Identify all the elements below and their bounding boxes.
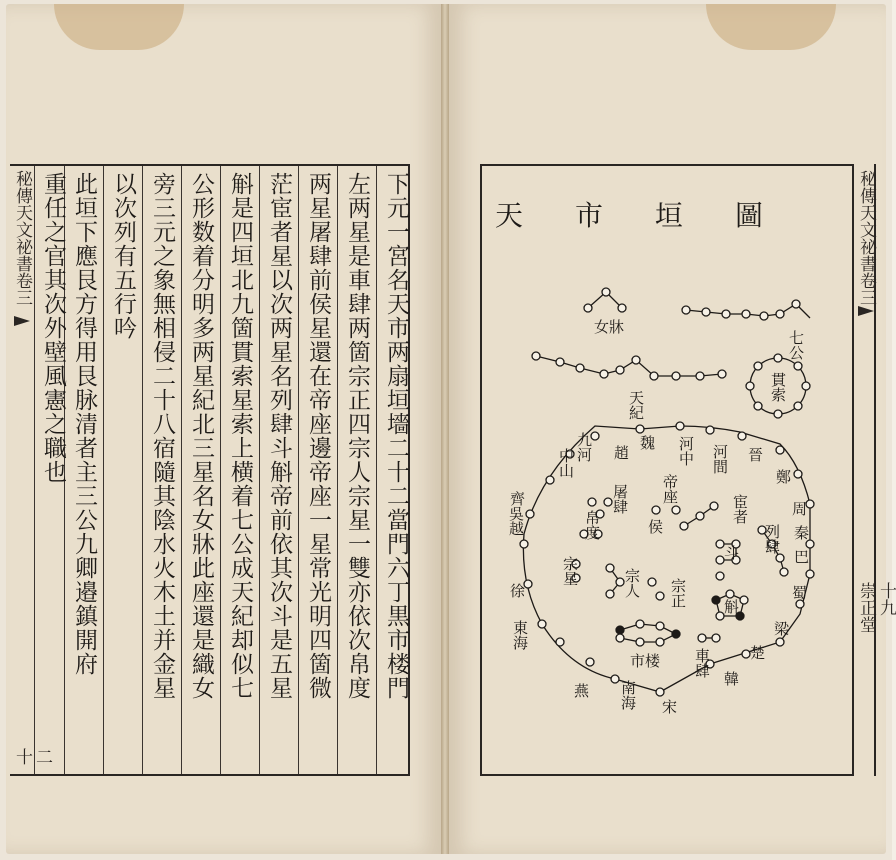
label-zhou: 周 — [792, 500, 808, 518]
text-column-4: 茫宦者星以次两星名列肆斗斛帝前依其次斗是五星 — [266, 172, 292, 700]
label-jiuhe: 九河 — [575, 432, 593, 462]
fish-tail-mark — [14, 316, 30, 326]
label-liesi: 列肆 — [763, 524, 781, 554]
text-column-2: 左两星是車肆两箇宗正四宗人宗星一雙亦依次帛度 — [344, 172, 370, 700]
label-zongxing: 宗星 — [561, 556, 579, 586]
label-jin: 晉 — [748, 446, 764, 464]
text-column-7: 旁三元之象無相侵二十八宿隨其陰水火木土并金星 — [149, 172, 175, 700]
margin-title: 秘傳天文祕書卷三 — [12, 170, 32, 306]
label-zongren: 宗人 — [623, 568, 641, 598]
label-dou: 斗 — [724, 544, 740, 562]
book-gutter — [441, 4, 449, 854]
label-yan: 燕 — [574, 682, 590, 700]
text-column-10: 重任之官其次外壁風憲之職也 — [40, 172, 66, 484]
label-hu: 斛 — [724, 598, 740, 616]
label-dizuo: 帝座 — [661, 474, 679, 504]
label-huanzhe: 宦者 — [731, 494, 749, 524]
star-map — [480, 164, 854, 776]
label-ba: 巴 — [794, 548, 810, 566]
label-zhao: 趙 — [614, 444, 630, 462]
label-bodu: 帛度 — [583, 510, 601, 540]
label-shu: 蜀 — [792, 584, 808, 602]
text-column-5: 斛是四垣北九箇貫索星索上横着七公成天紀却似七 — [227, 172, 253, 700]
label-qi: 齊 — [510, 490, 526, 508]
label-tianji: 天紀 — [627, 390, 645, 420]
label-chu: 楚 — [750, 644, 766, 662]
label-donghai: 東海 — [511, 620, 529, 650]
label-tushi: 屠肆 — [611, 484, 629, 514]
label-hou: 侯 — [648, 518, 664, 536]
label-guansuo: 貫索 — [769, 372, 787, 402]
label-shilou: 市楼 — [630, 652, 661, 670]
text-block — [10, 164, 410, 776]
folio-number: 二十 — [12, 748, 52, 765]
label-zhongshan: 中山 — [557, 448, 575, 478]
text-column-6: 公形数着分明多两星紀北三星名女牀此座還是織女 — [188, 172, 214, 700]
water-stain — [706, 4, 836, 50]
label-hejian: 河間 — [711, 444, 729, 474]
water-stain — [54, 4, 184, 50]
label-nanhai: 南海 — [619, 680, 637, 710]
text-column-3: 两星屠肆前侯星還在帝座邊帝座一星常光明四箇微 — [305, 172, 331, 700]
label-zheng: 鄭 — [776, 468, 792, 486]
label-han: 韓 — [724, 670, 740, 688]
folio-number-right — [856, 582, 896, 633]
label-qin: 秦 — [794, 524, 810, 542]
publisher-name: 崇正堂 — [856, 582, 876, 633]
label-xu: 徐 — [510, 582, 526, 600]
label-liang: 梁 — [774, 620, 790, 638]
margin-title-right: 秘傳天文祕書卷三 — [856, 170, 876, 306]
chart-title: 天市垣圖 — [494, 199, 815, 232]
text-column-8: 以次列有五行吟 — [110, 172, 136, 340]
text-column-9: 此垣下應艮方得用艮脉清者主三公九卿邉鎮開府 — [71, 172, 97, 676]
label-nuchuang: 女牀 — [594, 318, 625, 336]
label-chesi: 車肆 — [693, 648, 711, 678]
label-qigong: 七公 — [787, 330, 805, 360]
text-column-1: 下元一宮名天市两扇垣墻二十二當門六丁黒市楼門 — [383, 172, 409, 700]
label-song: 宋 — [662, 698, 678, 716]
label-zongzheng: 宗正 — [669, 578, 687, 608]
folio-value: 十九 — [876, 582, 896, 616]
label-wuyue: 吳越 — [507, 506, 525, 536]
margin-strip — [10, 166, 52, 774]
label-hezhong: 河中 — [677, 436, 695, 466]
label-wei: 魏 — [640, 434, 656, 452]
